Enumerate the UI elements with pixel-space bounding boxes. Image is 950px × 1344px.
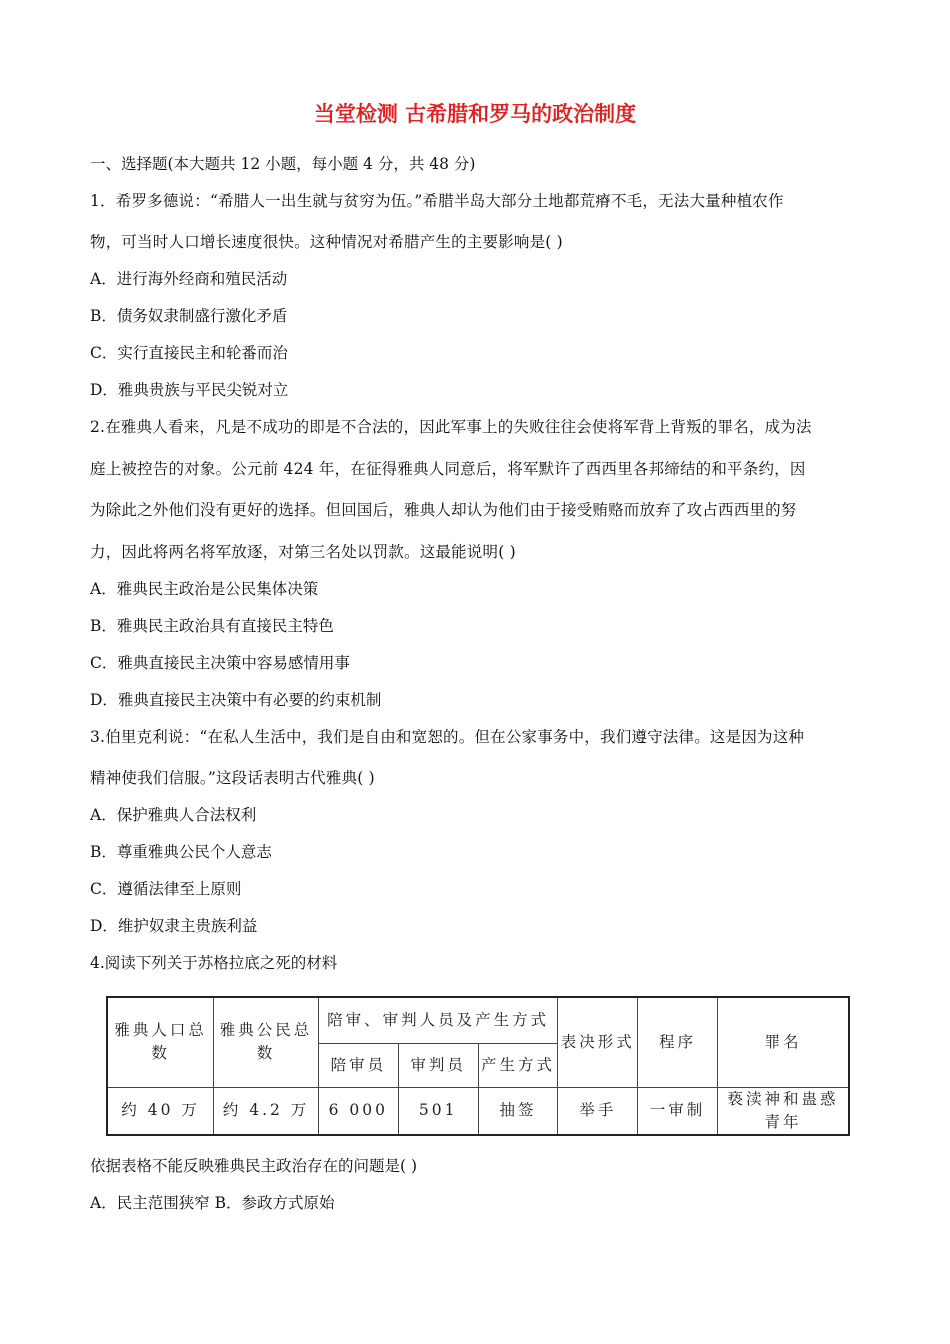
cell-jurors: 6 000 bbox=[318, 1087, 398, 1135]
question-3-option-a: A．保护雅典人合法权利 bbox=[90, 806, 257, 824]
question-2-line-3: 为除此之外他们没有更好的选择。但回国后，雅典人却认为他们由于接受贿赂而放弃了攻占西西里的努 bbox=[90, 501, 797, 519]
question-1-option-a: A．进行海外经商和殖民活动 bbox=[90, 270, 288, 288]
cell-judges: 501 bbox=[398, 1087, 478, 1135]
question-4-question: 依据表格不能反映雅典民主政治存在的问题是( ) bbox=[90, 1157, 418, 1175]
header-charge: 罪名 bbox=[717, 997, 849, 1087]
header-jury-group: 陪审、审判人员及产生方式 bbox=[318, 997, 557, 1043]
question-2-line-4: 力，因此将两名将军放逐，对第三名处以罚款。这最能说明( ) bbox=[90, 543, 516, 561]
header-judges: 审判员 bbox=[398, 1043, 478, 1087]
header-selection-method: 产生方式 bbox=[478, 1043, 558, 1087]
question-4-stem: 4.阅读下列关于苏格拉底之死的材料 bbox=[90, 954, 338, 972]
cell-procedure: 一审制 bbox=[638, 1087, 718, 1135]
cell-voting-form: 举手 bbox=[558, 1087, 638, 1135]
question-2-option-c: C．雅典直接民主决策中容易感情用事 bbox=[90, 654, 350, 672]
question-1-option-c: C．实行直接民主和轮番而治 bbox=[90, 344, 288, 362]
question-1-line-1: 1．希罗多德说：“希腊人一出生就与贫穷为伍。”希腊半岛大部分土地都荒瘠不毛，无法大量种植农作 bbox=[90, 192, 784, 210]
header-procedure: 程序 bbox=[638, 997, 718, 1087]
page-title: 当堂检测 古希腊和罗马的政治制度 bbox=[313, 102, 637, 126]
header-citizens: 雅典公民总数 bbox=[214, 997, 319, 1087]
question-2-option-b: B．雅典民主政治具有直接民主特色 bbox=[90, 617, 334, 635]
question-2-line-1: 2.在雅典人看来，凡是不成功的即是不合法的，因此军事上的失败往往会使将军背上背叛的罪名，成为法 bbox=[90, 418, 812, 436]
section-heading: 一、选择题(本大题共 12 小题，每小题 4 分，共 48 分) bbox=[90, 155, 476, 173]
question-2-option-d: D．雅典直接民主决策中有必要的约束机制 bbox=[90, 691, 382, 709]
header-voting-form: 表决形式 bbox=[558, 997, 638, 1087]
header-population: 雅典人口总数 bbox=[107, 997, 214, 1087]
socrates-trial-table bbox=[106, 996, 850, 1136]
question-3-option-d: D．维护奴隶主贵族利益 bbox=[90, 917, 258, 935]
question-3-option-b: B．尊重雅典公民个人意志 bbox=[90, 843, 272, 861]
header-jurors: 陪审员 bbox=[318, 1043, 398, 1087]
cell-selection-method: 抽签 bbox=[478, 1087, 558, 1135]
cell-citizens: 约 4.2 万 bbox=[214, 1087, 319, 1135]
question-1-option-d: D．雅典贵族与平民尖锐对立 bbox=[90, 381, 289, 399]
question-4-options: A．民主范围狭窄 B．参政方式原始 bbox=[90, 1194, 335, 1212]
question-3-line-2: 精神使我们信服。”这段话表明古代雅典( ) bbox=[90, 769, 375, 787]
cell-population: 约 40 万 bbox=[107, 1087, 214, 1135]
question-2-line-2: 庭上被控告的对象。公元前 424 年，在征得雅典人同意后，将军默许了西西里各邦缔结的和平条约，因 bbox=[90, 460, 806, 478]
question-2-option-a: A．雅典民主政治是公民集体决策 bbox=[90, 580, 319, 598]
question-3-line-1: 3.伯里克利说：“在私人生活中，我们是自由和宽恕的。但在公家事务中，我们遵守法律。这是因为这种 bbox=[90, 728, 805, 746]
question-1-option-b: B．债务奴隶制盛行激化矛盾 bbox=[90, 307, 288, 325]
cell-charge: 亵渎神和蛊惑青年 bbox=[717, 1087, 849, 1135]
question-3-option-c: C．遵循法律至上原则 bbox=[90, 880, 242, 898]
question-1-line-2: 物，可当时人口增长速度很快。这种情况对希腊产生的主要影响是( ) bbox=[90, 233, 563, 251]
